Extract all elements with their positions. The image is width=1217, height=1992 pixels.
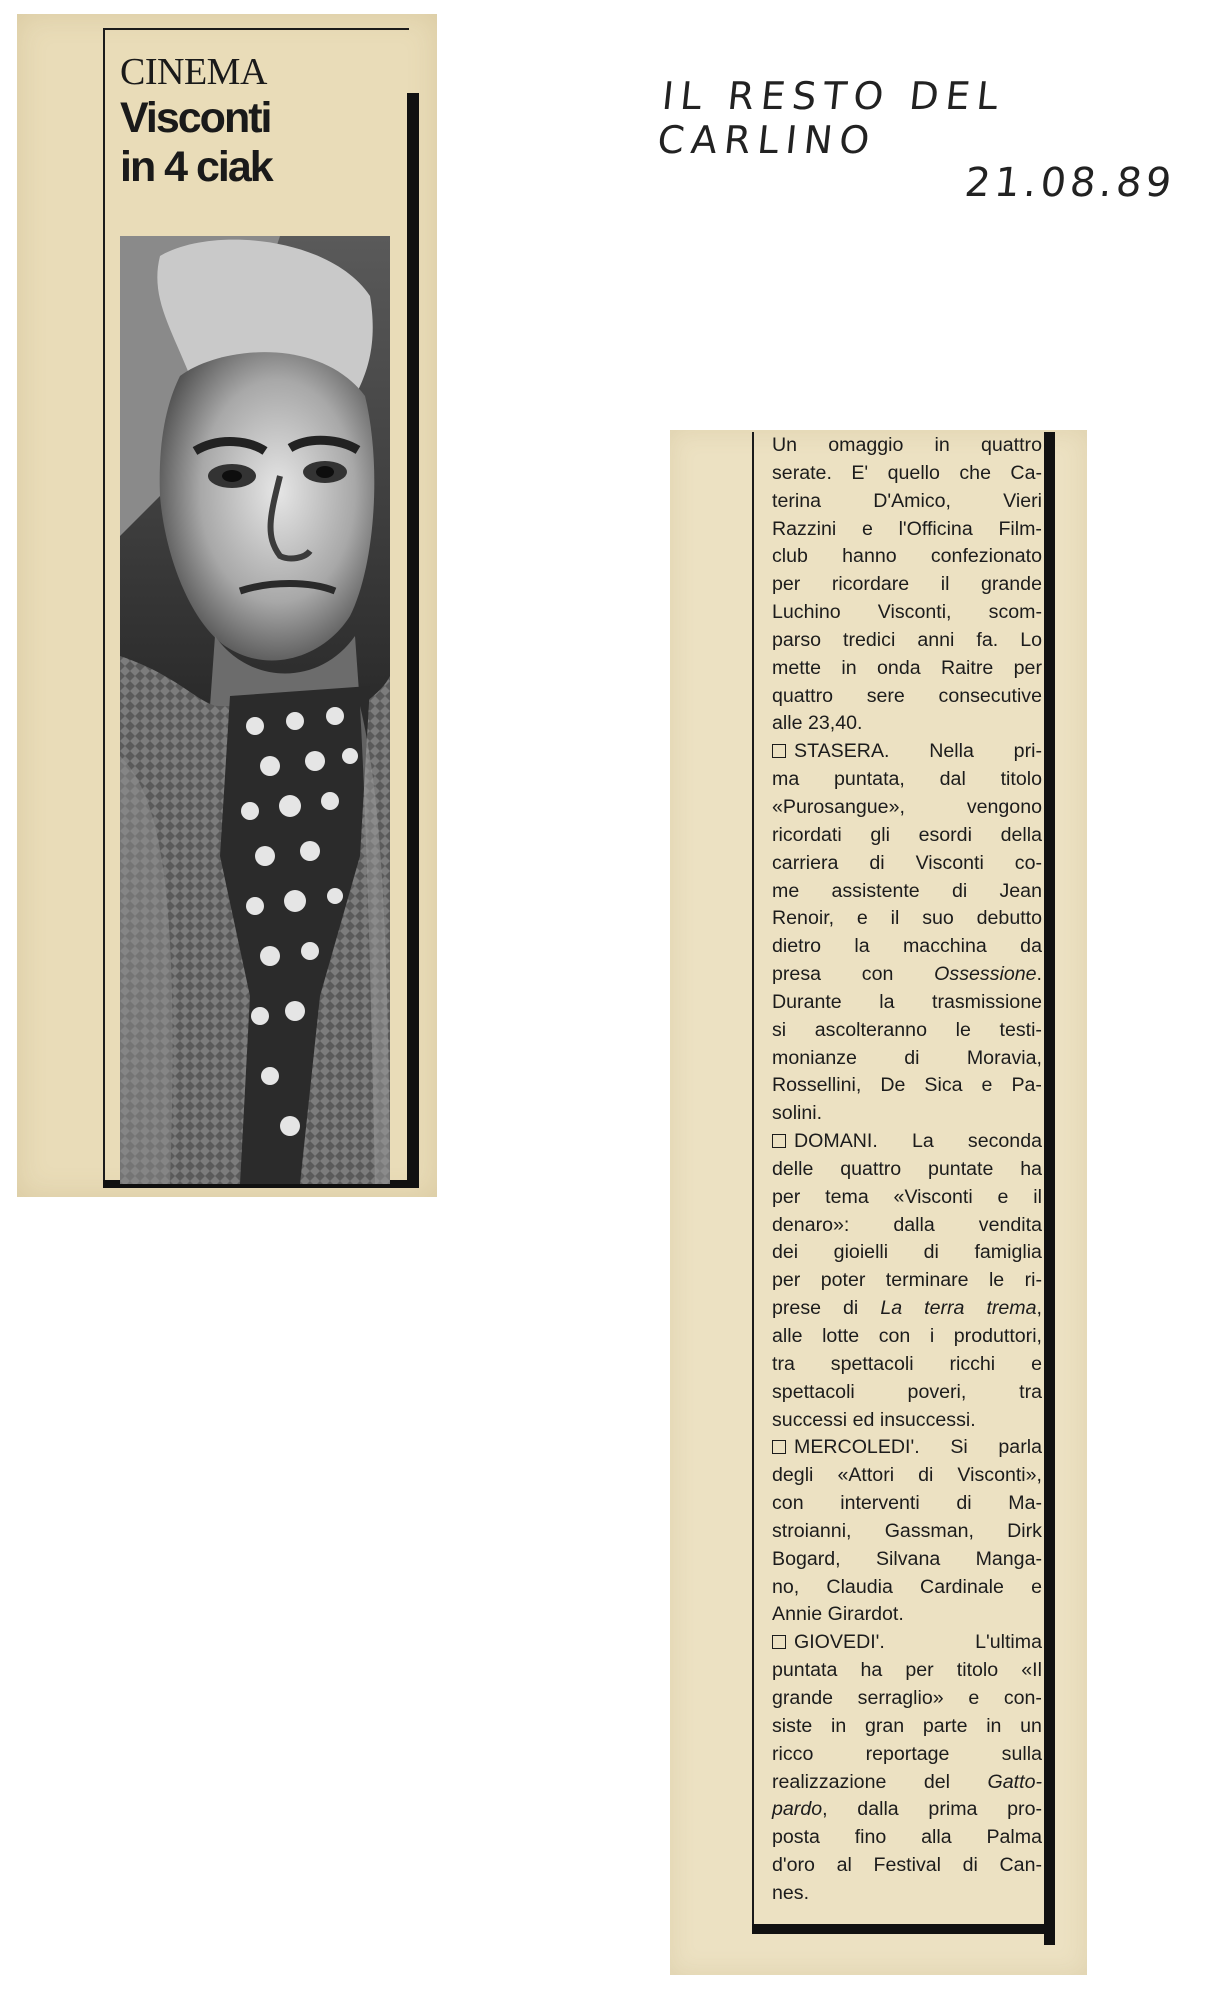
article-word: e: [861, 517, 873, 540]
article-word: al: [836, 1854, 852, 1877]
article-word: Pa-: [1011, 1074, 1042, 1097]
article-word: delle: [772, 1157, 814, 1180]
article-word: quattro: [772, 684, 834, 707]
article-word: assistente: [831, 879, 920, 902]
article-word: nes.: [772, 1881, 810, 1904]
article-word: solini.: [772, 1102, 823, 1125]
article-word: ascolteranno: [814, 1018, 927, 1041]
article-line: [772, 1184, 1042, 1212]
article-word: e: [997, 1185, 1009, 1208]
article-word: puntate: [928, 1157, 994, 1180]
article-word: trasmissione: [932, 990, 1042, 1013]
article-word: «Visconti: [893, 1185, 973, 1208]
article-line: [772, 432, 1042, 460]
article-line: [772, 1852, 1042, 1880]
article-word: consecutive: [938, 684, 1042, 707]
article-word: Sica: [924, 1074, 963, 1097]
article-word: Visconti: [915, 851, 984, 874]
article-word: stroianni,: [772, 1519, 852, 1542]
article-line: [772, 1657, 1042, 1685]
article-word: lotte: [822, 1325, 860, 1347]
article-word: Film-: [998, 517, 1042, 540]
article-word: scom-: [988, 601, 1042, 624]
article-line: [772, 683, 1042, 711]
article-word: denaro»:: [772, 1213, 850, 1236]
article-word: Silvana: [875, 1547, 941, 1570]
handwritten-date: 21.08.89: [962, 160, 1178, 206]
article-line: [772, 1490, 1042, 1518]
article-word: puntata: [772, 1659, 838, 1682]
article-line: [772, 1629, 1042, 1657]
article-word: poter: [820, 1269, 866, 1292]
article-word: club: [772, 545, 808, 568]
article-word: e: [1031, 1575, 1042, 1598]
article-word: ma: [772, 768, 800, 791]
section-bullet-box-icon: [772, 1440, 786, 1454]
article-word: mette: [772, 656, 822, 679]
article-word: di: [956, 1492, 972, 1515]
article-line: [772, 738, 1042, 766]
article-word: carriera: [772, 851, 839, 874]
article-word: Annie: [772, 1603, 823, 1626]
article-word: che: [959, 461, 991, 484]
article-line: [772, 599, 1042, 627]
article-word: vendita: [978, 1213, 1042, 1236]
article-word: alla: [921, 1826, 952, 1849]
article-word: del: [923, 1770, 951, 1793]
article-word: Bogard,: [772, 1547, 841, 1570]
article-word: sere: [866, 684, 905, 707]
article-line: [772, 1212, 1042, 1240]
article-line: [772, 1045, 1042, 1073]
article-word: fa.: [976, 628, 999, 651]
article-word: serate.: [772, 461, 832, 484]
article-word: D'Amico,: [873, 489, 951, 512]
article-word: spettacoli: [772, 1380, 855, 1403]
article-word: alle: [772, 1325, 803, 1347]
article-line: [772, 627, 1042, 655]
article-word: GIOVEDI'.: [772, 1629, 885, 1657]
left-clipping-shadow-rule: [407, 93, 419, 1188]
article-line: [772, 961, 1042, 989]
article-word: Si: [950, 1436, 968, 1459]
article-word: Festival: [873, 1854, 941, 1877]
article-word: con: [772, 1492, 804, 1515]
article-word: Dirk: [1007, 1519, 1042, 1542]
article-word: omaggio: [828, 434, 904, 456]
handwritten-newspaper-name: IL RESTO DEL CARLINO: [655, 74, 1008, 162]
article-line: [772, 1017, 1042, 1045]
article-word: ricchi: [949, 1352, 996, 1375]
right-clipping-shadow-rule: [1044, 432, 1055, 1945]
article-word: della: [1000, 823, 1042, 846]
article-line: [772, 1518, 1042, 1546]
article-word: La: [911, 1130, 934, 1153]
article-word: quattro: [980, 434, 1042, 456]
article-line: [772, 1156, 1042, 1184]
article-word: STASERA.: [772, 738, 889, 766]
article-line: [772, 1796, 1042, 1824]
article-word: parla: [998, 1436, 1042, 1459]
article-word: per: [1013, 656, 1042, 679]
article-word: il: [890, 907, 900, 930]
article-word: titolo: [956, 1659, 999, 1682]
article-line: [772, 516, 1042, 544]
article-word: quattro: [840, 1157, 902, 1180]
article-word: con: [878, 1325, 911, 1347]
article-word: «Il: [1021, 1659, 1042, 1682]
article-word: il: [1033, 1185, 1042, 1208]
article-word: tra: [1019, 1380, 1042, 1403]
article-word: d'oro: [772, 1854, 815, 1877]
article-word: DOMANI.: [772, 1128, 878, 1156]
article-word: Razzini: [772, 517, 837, 540]
article-line: [772, 1824, 1042, 1852]
article-word: dei: [772, 1241, 799, 1264]
article-word: suo: [922, 907, 954, 930]
article-word: l'Officina: [898, 517, 973, 540]
right-clipping-bottom-rule: [752, 1924, 1055, 1934]
article-line: [772, 822, 1042, 850]
article-word: «Purosangue»,: [772, 795, 905, 818]
article-word: Ca-: [1010, 461, 1042, 484]
article-line: [772, 460, 1042, 488]
article-word: ha: [860, 1659, 883, 1682]
section-kicker: CINEMA: [120, 51, 267, 93]
article-word: alle: [772, 712, 803, 735]
article-word: da: [1020, 935, 1042, 958]
article-word: co-: [1014, 851, 1042, 874]
article-word: terra: [924, 1297, 965, 1320]
article-word: ricco: [772, 1742, 814, 1765]
article-word: di: [904, 1046, 920, 1069]
article-word: pardo,: [772, 1798, 828, 1821]
article-word: terina: [772, 489, 822, 512]
article-word: Ma-: [1008, 1492, 1042, 1515]
article-line: [772, 1601, 1042, 1629]
article-word: gioielli: [833, 1241, 889, 1264]
article-line: [772, 1713, 1042, 1741]
article-word: L'ultima: [975, 1631, 1042, 1654]
article-word: anni: [917, 628, 955, 651]
article-word: di: [869, 851, 885, 874]
article-line: [772, 543, 1042, 571]
article-word: la: [854, 935, 870, 958]
article-word: si: [772, 1018, 787, 1041]
article-word: di: [951, 879, 968, 902]
article-word: Visconti»,: [957, 1464, 1042, 1487]
article-word: Cardinale: [920, 1575, 1004, 1598]
article-word: dietro: [772, 935, 822, 958]
article-word: prese: [772, 1297, 822, 1320]
headline: [120, 94, 410, 192]
article-word: Lo: [1020, 628, 1042, 651]
article-line: [772, 1072, 1042, 1100]
article-word: siste: [772, 1714, 813, 1737]
article-word: Durante: [772, 990, 842, 1013]
article-word: ha: [1020, 1157, 1042, 1180]
article-word: il: [940, 573, 950, 596]
article-line: [772, 794, 1042, 822]
article-word: e: [1031, 1352, 1042, 1375]
article-word: insuccessi.: [879, 1408, 976, 1431]
article-word: testi-: [999, 1018, 1042, 1041]
article-word: Vieri: [1003, 489, 1042, 512]
article-line: [772, 1351, 1042, 1379]
article-word: in: [934, 434, 950, 456]
article-word: E': [851, 461, 869, 484]
article-body: [772, 432, 1042, 1908]
article-word: ricordare: [831, 573, 910, 596]
article-word: e: [968, 1686, 980, 1709]
article-word: trema,: [986, 1297, 1042, 1320]
article-word: Girardot.: [827, 1603, 904, 1626]
article-word: successi: [772, 1408, 848, 1431]
article-word: grande: [980, 573, 1042, 596]
article-word: per: [772, 1185, 801, 1208]
article-word: Jean: [999, 879, 1042, 902]
article-line: [772, 571, 1042, 599]
article-word: Gatto-: [987, 1770, 1042, 1793]
article-word: Claudia: [826, 1575, 893, 1598]
article-word: Moravia,: [966, 1046, 1042, 1069]
article-word: posta: [772, 1826, 820, 1849]
article-word: tema: [825, 1185, 869, 1208]
article-word: dalla: [893, 1213, 935, 1236]
article-line: [772, 1574, 1042, 1602]
section-bullet-box-icon: [772, 1134, 786, 1148]
article-word: me: [772, 879, 800, 902]
article-word: esordi: [918, 823, 972, 846]
article-word: Ossessione.: [934, 963, 1042, 986]
article-word: per: [905, 1659, 934, 1682]
article-line: [772, 710, 1042, 738]
article-word: confezionato: [930, 545, 1042, 568]
article-word: in: [830, 1714, 847, 1737]
article-word: Luchino: [772, 601, 841, 624]
article-word: sulla: [1001, 1742, 1042, 1765]
article-word: produttori,: [953, 1325, 1042, 1347]
article-word: no,: [772, 1575, 800, 1598]
article-line: [772, 1769, 1042, 1797]
article-word: fino: [854, 1826, 887, 1849]
article-word: la: [879, 990, 895, 1013]
article-word: grande: [772, 1686, 834, 1709]
article-word: gli: [870, 823, 890, 846]
article-word: realizzazione: [772, 1770, 887, 1793]
article-line: [772, 766, 1042, 794]
article-word: poveri,: [907, 1380, 967, 1403]
visconti-portrait-photo: [120, 236, 390, 1184]
article-word: per: [772, 573, 801, 596]
article-line: [772, 989, 1042, 1017]
article-word: prima: [928, 1798, 978, 1821]
article-word: ricordati: [772, 823, 842, 846]
article-word: di: [923, 1241, 939, 1264]
article-line: [772, 1462, 1042, 1490]
article-line: [772, 850, 1042, 878]
article-word: Manga-: [975, 1547, 1042, 1570]
article-word: parso: [772, 628, 822, 651]
article-word: tra: [772, 1352, 795, 1375]
article-word: serraglio»: [857, 1686, 944, 1709]
article-line: [772, 1323, 1042, 1351]
article-word: dalla: [857, 1798, 899, 1821]
article-line: [772, 1685, 1042, 1713]
article-word: ri-: [1024, 1269, 1042, 1292]
article-word: pri-: [1013, 740, 1042, 763]
article-line: [772, 1379, 1042, 1407]
article-line: [772, 488, 1042, 516]
article-word: puntata,: [834, 768, 905, 791]
article-word: i: [929, 1325, 935, 1347]
article-word: hanno: [842, 545, 897, 568]
article-word: quello: [887, 461, 940, 484]
portrait-illustration: [120, 236, 390, 1184]
article-line: [772, 1546, 1042, 1574]
article-word: seconda: [967, 1130, 1042, 1153]
article-word: debutto: [976, 907, 1042, 930]
article-word: tredici: [843, 628, 896, 651]
article-word: un: [1020, 1714, 1042, 1737]
article-line: [772, 1880, 1042, 1908]
article-word: Visconti,: [877, 601, 952, 624]
article-word: di: [962, 1854, 978, 1877]
article-word: degli: [772, 1464, 814, 1487]
article-word: Palma: [986, 1826, 1042, 1849]
article-word: ed: [852, 1408, 875, 1431]
article-line: [772, 1128, 1042, 1156]
article-word: parte: [922, 1714, 968, 1737]
article-word: di: [918, 1464, 934, 1487]
article-word: e: [856, 907, 868, 930]
section-bullet-box-icon: [772, 1635, 786, 1649]
article-line: [772, 655, 1042, 683]
article-word: in: [986, 1714, 1002, 1737]
article-word: La: [880, 1297, 903, 1320]
article-word: vengono: [966, 795, 1042, 818]
article-word: monianze: [772, 1046, 857, 1069]
article-word: Raitre: [941, 656, 994, 679]
article-word: le: [955, 1018, 971, 1041]
article-word: MERCOLEDI'.: [772, 1434, 920, 1462]
article-line: [772, 1267, 1042, 1295]
article-word: Gassman,: [884, 1519, 974, 1542]
article-word: famiglia: [974, 1241, 1042, 1264]
article-word: interventi: [840, 1492, 920, 1515]
article-word: De: [880, 1074, 906, 1097]
article-word: con: [861, 963, 894, 986]
article-word: di: [843, 1297, 859, 1320]
article-line: [772, 933, 1042, 961]
article-word: onda: [877, 656, 921, 679]
headline-line-1: Visconti: [120, 94, 271, 142]
article-line: [772, 1239, 1042, 1267]
article-line: [772, 1100, 1042, 1128]
article-line: [772, 1407, 1042, 1435]
article-word: Un: [772, 434, 798, 456]
article-word: Renoir,: [772, 907, 835, 930]
article-word: macchina: [902, 935, 987, 958]
article-word: Nella: [929, 740, 974, 763]
article-word: in: [841, 656, 857, 679]
article-word: spettacoli: [830, 1352, 914, 1375]
article-word: dal: [939, 768, 966, 791]
article-word: terminare: [885, 1269, 969, 1292]
article-word: gran: [864, 1714, 905, 1737]
article-line: [772, 878, 1042, 906]
article-word: le: [988, 1269, 1005, 1292]
article-word: titolo: [1000, 768, 1042, 791]
article-word: pro-: [1007, 1798, 1042, 1821]
article-line: [772, 1434, 1042, 1462]
article-line: [772, 905, 1042, 933]
article-word: per: [772, 1269, 801, 1292]
article-line: [772, 1741, 1042, 1769]
headline-line-2: in 4 ciak: [120, 143, 272, 191]
section-bullet-box-icon: [772, 744, 786, 758]
article-word: reportage: [865, 1742, 950, 1765]
article-word: 23,40.: [807, 712, 863, 735]
article-word: «Attori: [837, 1464, 895, 1487]
article-line: [772, 1295, 1042, 1323]
article-word: e: [981, 1074, 993, 1097]
article-word: Rossellini,: [772, 1074, 862, 1097]
article-word: presa: [772, 963, 822, 986]
article-word: Can-: [999, 1854, 1042, 1877]
article-word: con-: [1003, 1686, 1042, 1709]
